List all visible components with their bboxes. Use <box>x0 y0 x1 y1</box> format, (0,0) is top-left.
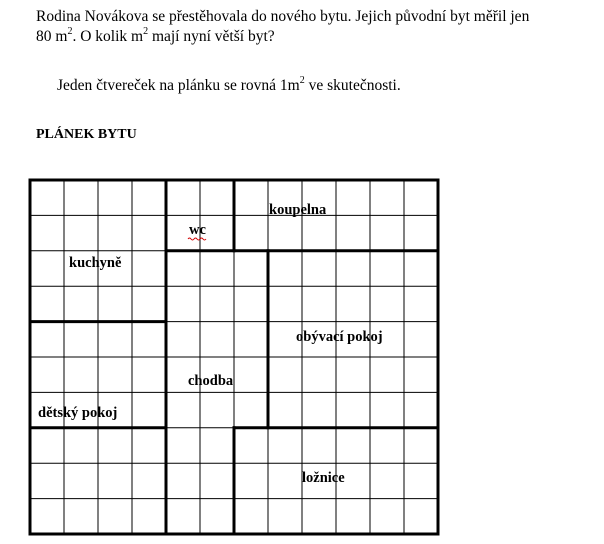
room-label-chodba: chodba <box>188 373 234 389</box>
square-exponent: 2 <box>67 25 73 37</box>
room-label-loznice: ložnice <box>302 470 345 486</box>
plan-heading: PLÁNEK BYTU <box>36 127 137 142</box>
room-label-detsky-pokoj: dětský pokoj <box>38 405 118 421</box>
scale-note-text: Jeden čtvereček na plánku se rovná 1m <box>57 77 300 94</box>
square-exponent: 2 <box>143 25 149 37</box>
room-label-koupelna: koupelna <box>269 202 327 218</box>
problem-line-2-mid: . O kolik m <box>72 28 144 45</box>
spellcheck-underline <box>188 238 206 240</box>
room-label-obyvaci-pokoj: obývací pokoj <box>296 329 383 345</box>
scale-note-end: ve skutečnosti. <box>304 77 401 94</box>
room-label-kuchyne: kuchyně <box>69 255 122 271</box>
problem-line-2-end: mají nyní větší byt? <box>148 28 275 45</box>
square-exponent: 2 <box>299 74 305 86</box>
problem-line-2-start: 80 m <box>36 28 68 45</box>
room-label-wc: wc <box>189 222 206 238</box>
room-labels <box>38 202 383 486</box>
problem-line-1: Rodina Novákova se přestěhovala do nového bytu. Jejich původní byt měřil jen <box>36 8 530 25</box>
